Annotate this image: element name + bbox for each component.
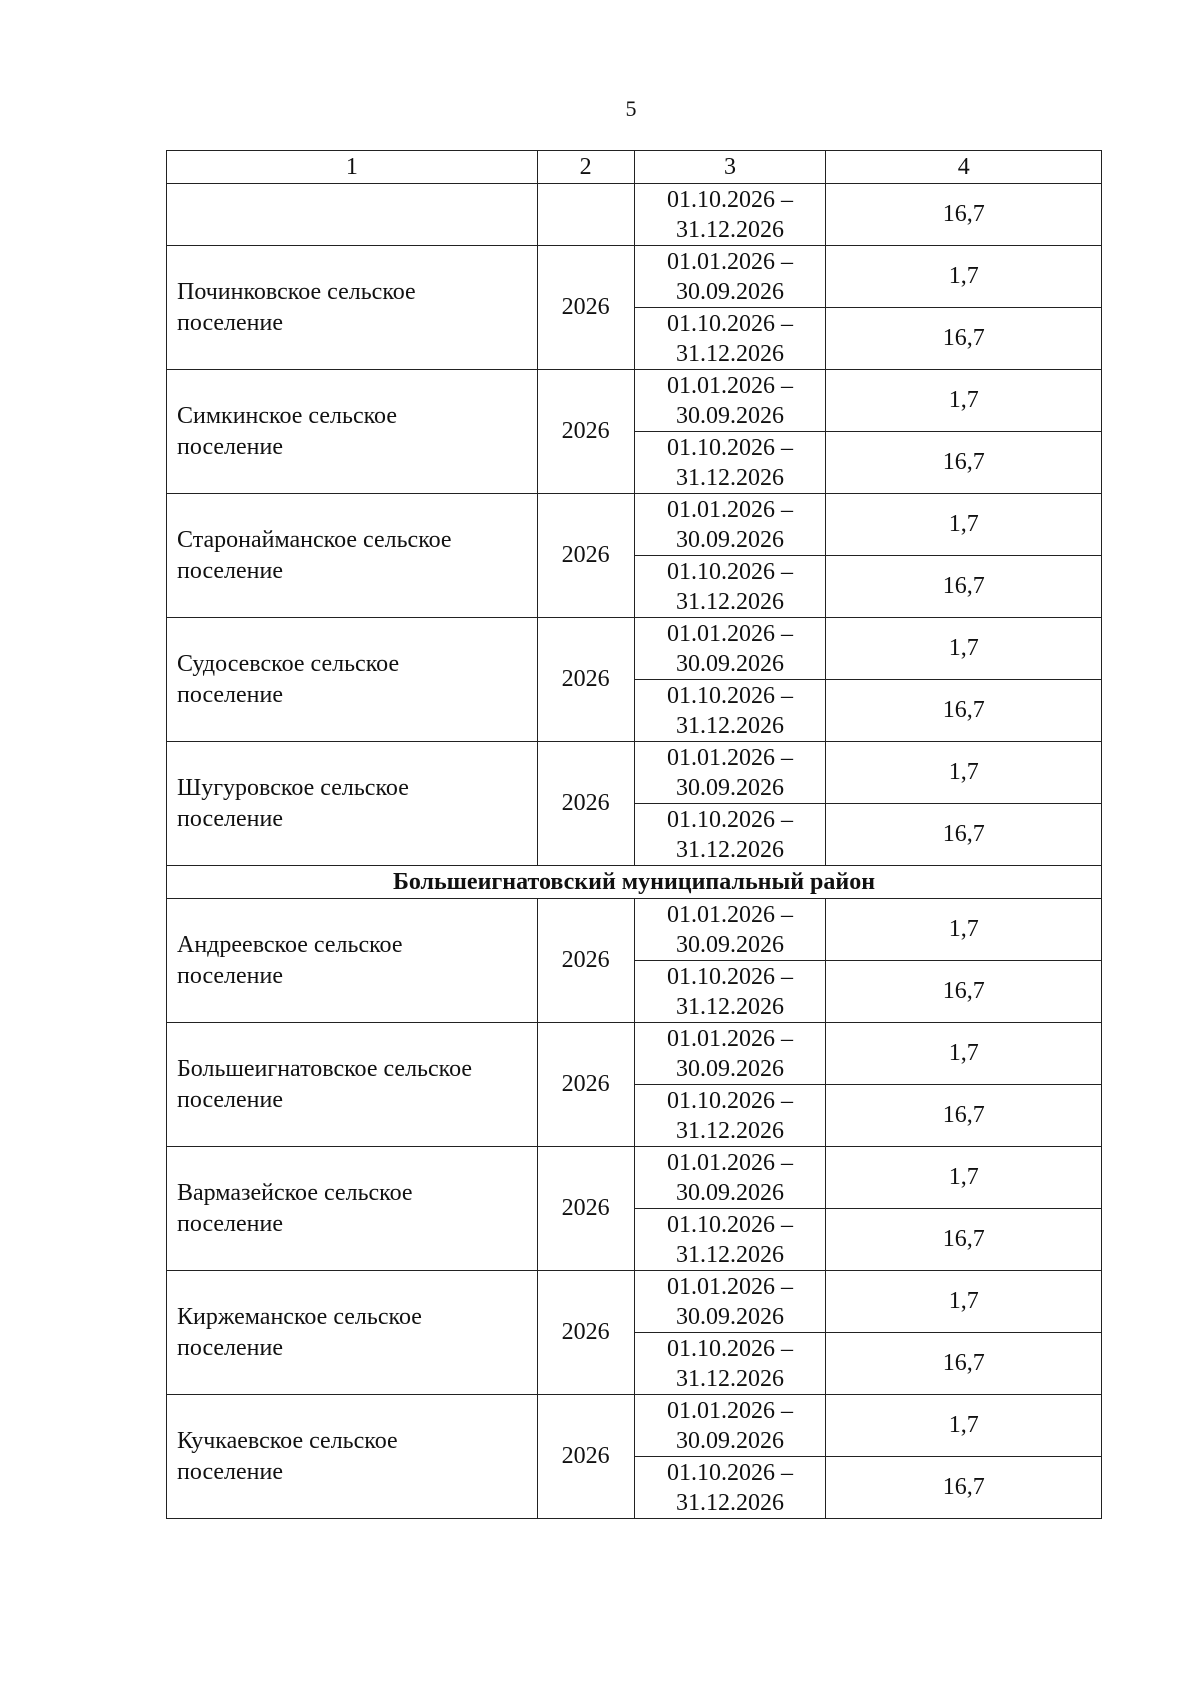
table-row	[167, 1271, 1102, 1333]
period-end: 31.12.2026	[676, 1365, 784, 1392]
period-end: 30.09.2026	[676, 1427, 784, 1454]
rate-cell: 16,7	[826, 804, 1102, 866]
rate-cell: 16,7	[826, 308, 1102, 370]
period-start: 01.01.2026 –	[667, 620, 793, 647]
rate-cell: 1,7	[826, 370, 1102, 432]
period-cell	[634, 246, 826, 308]
settlement-name: Кучкаевское сельское поселение	[167, 1395, 538, 1519]
period-start: 01.10.2026 –	[667, 434, 793, 461]
period-cell	[634, 308, 826, 370]
rate-cell: 1,7	[826, 1023, 1102, 1085]
period-cell	[634, 899, 826, 961]
period-start: 01.01.2026 –	[667, 744, 793, 771]
settlement-name: Старонайманское сельское поселение	[167, 494, 538, 618]
period-cell	[634, 961, 826, 1023]
period-end: 31.12.2026	[676, 993, 784, 1020]
period-cell	[634, 1271, 826, 1333]
rate-cell: 16,7	[826, 432, 1102, 494]
period-end: 30.09.2026	[676, 526, 784, 553]
settlement-name: Вармазейское сельское поселение	[167, 1147, 538, 1271]
period-cell	[634, 1209, 826, 1271]
period-end: 31.12.2026	[676, 1489, 784, 1516]
year-cell: 2026	[537, 246, 634, 370]
period-start: 01.10.2026 –	[667, 558, 793, 585]
table-row	[167, 1147, 1102, 1209]
settlement-name: Киржеманское сельское поселение	[167, 1271, 538, 1395]
period-end: 31.12.2026	[676, 836, 784, 863]
rate-cell: 16,7	[826, 1209, 1102, 1271]
period-start: 01.10.2026 –	[667, 963, 793, 990]
rate-cell: 1,7	[826, 899, 1102, 961]
year-cell: 2026	[537, 1395, 634, 1519]
period-start: 01.10.2026 –	[667, 1335, 793, 1362]
year-cell: 2026	[537, 1023, 634, 1147]
rate-cell: 1,7	[826, 742, 1102, 804]
table-body	[167, 184, 1102, 1519]
table-row	[167, 184, 1102, 246]
period-start: 01.01.2026 –	[667, 901, 793, 928]
period-start: 01.10.2026 –	[667, 806, 793, 833]
period-start: 01.01.2026 –	[667, 496, 793, 523]
rate-cell: 16,7	[826, 680, 1102, 742]
period-start: 01.10.2026 –	[667, 186, 793, 213]
district-title: Большеигнатовский муниципальный район	[167, 866, 1102, 899]
table-row	[167, 246, 1102, 308]
table-row	[167, 899, 1102, 961]
period-start: 01.10.2026 –	[667, 310, 793, 337]
rate-cell: 1,7	[826, 1271, 1102, 1333]
table-row	[167, 494, 1102, 556]
period-cell	[634, 618, 826, 680]
period-cell	[634, 1395, 826, 1457]
year-cell: 2026	[537, 899, 634, 1023]
period-cell	[634, 680, 826, 742]
rate-cell: 16,7	[826, 1085, 1102, 1147]
rate-cell: 1,7	[826, 246, 1102, 308]
header-row	[167, 151, 1102, 184]
period-end: 30.09.2026	[676, 402, 784, 429]
period-start: 01.01.2026 –	[667, 248, 793, 275]
period-start: 01.01.2026 –	[667, 372, 793, 399]
empty-name-cell	[167, 184, 538, 246]
header-col-4: 4	[826, 151, 1102, 184]
table-row	[167, 742, 1102, 804]
period-end: 30.09.2026	[676, 278, 784, 305]
period-start: 01.10.2026 –	[667, 1087, 793, 1114]
period-cell	[634, 1147, 826, 1209]
period-cell	[634, 1085, 826, 1147]
period-end: 31.12.2026	[676, 216, 784, 243]
year-cell: 2026	[537, 1147, 634, 1271]
period-end: 30.09.2026	[676, 774, 784, 801]
header-col-3: 3	[634, 151, 826, 184]
rate-cell: 1,7	[826, 1395, 1102, 1457]
period-cell	[634, 184, 826, 246]
period-end: 31.12.2026	[676, 340, 784, 367]
period-start: 01.01.2026 –	[667, 1149, 793, 1176]
rate-cell: 16,7	[826, 184, 1102, 246]
period-start: 01.10.2026 –	[667, 1211, 793, 1238]
year-cell: 2026	[537, 494, 634, 618]
period-end: 30.09.2026	[676, 1303, 784, 1330]
period-end: 31.12.2026	[676, 1241, 784, 1268]
header-col-2: 2	[537, 151, 634, 184]
period-end: 31.12.2026	[676, 712, 784, 739]
table-row	[167, 1395, 1102, 1457]
period-start: 01.01.2026 –	[667, 1025, 793, 1052]
year-cell: 2026	[537, 1271, 634, 1395]
period-cell	[634, 494, 826, 556]
period-end: 31.12.2026	[676, 588, 784, 615]
period-end: 31.12.2026	[676, 464, 784, 491]
rate-cell: 1,7	[826, 494, 1102, 556]
period-cell	[634, 556, 826, 618]
year-cell: 2026	[537, 742, 634, 866]
rates-table	[166, 150, 1102, 1519]
period-start: 01.01.2026 –	[667, 1273, 793, 1300]
period-start: 01.10.2026 –	[667, 682, 793, 709]
rate-cell: 16,7	[826, 961, 1102, 1023]
period-cell	[634, 432, 826, 494]
rate-cell: 16,7	[826, 556, 1102, 618]
year-cell: 2026	[537, 618, 634, 742]
rate-cell: 1,7	[826, 618, 1102, 680]
settlement-name: Починковское сельское поселение	[167, 246, 538, 370]
period-cell	[634, 804, 826, 866]
period-cell	[634, 370, 826, 432]
settlement-name: Большеигнатовское сельское поселение	[167, 1023, 538, 1147]
period-end: 30.09.2026	[676, 650, 784, 677]
period-cell	[634, 742, 826, 804]
table-row	[167, 370, 1102, 432]
year-cell: 2026	[537, 370, 634, 494]
table-row	[167, 1023, 1102, 1085]
period-cell	[634, 1333, 826, 1395]
period-cell	[634, 1457, 826, 1519]
period-start: 01.10.2026 –	[667, 1459, 793, 1486]
period-end: 30.09.2026	[676, 931, 784, 958]
page-number: 5	[625, 96, 637, 121]
period-end: 30.09.2026	[676, 1179, 784, 1206]
settlement-name: Андреевское сельское поселение	[167, 899, 538, 1023]
rate-cell: 16,7	[826, 1457, 1102, 1519]
table-row	[167, 618, 1102, 680]
period-cell	[634, 1023, 826, 1085]
district-row	[167, 866, 1102, 899]
settlement-name: Шугуровское сельское поселение	[167, 742, 538, 866]
header-col-1: 1	[167, 151, 538, 184]
period-start: 01.01.2026 –	[667, 1397, 793, 1424]
rate-cell: 1,7	[826, 1147, 1102, 1209]
table-header	[167, 151, 1102, 184]
period-end: 30.09.2026	[676, 1055, 784, 1082]
settlement-name: Судосевское сельское поселение	[167, 618, 538, 742]
empty-year-cell	[537, 184, 634, 246]
rate-cell: 16,7	[826, 1333, 1102, 1395]
settlement-name: Симкинское сельское поселение	[167, 370, 538, 494]
period-end: 31.12.2026	[676, 1117, 784, 1144]
